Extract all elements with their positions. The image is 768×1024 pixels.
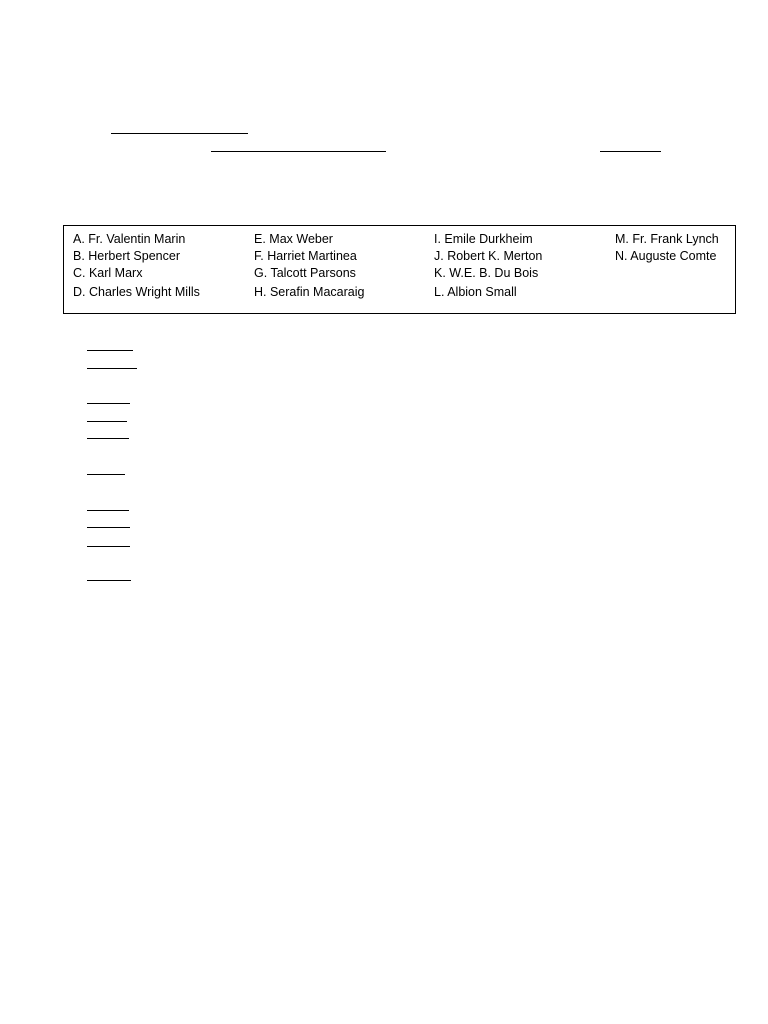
answer-blank-4[interactable] (87, 421, 127, 422)
choice-b: B. Herbert Spencer (73, 249, 180, 263)
answer-blank-2[interactable] (87, 368, 137, 369)
answer-blank-1[interactable] (87, 350, 133, 351)
choice-j: J. Robert K. Merton (434, 249, 543, 263)
choice-h: H. Serafin Macaraig (254, 285, 365, 299)
choice-c: C. Karl Marx (73, 266, 143, 280)
answer-blank-3[interactable] (87, 403, 130, 404)
answer-blank-8[interactable] (87, 527, 130, 528)
choice-d: D. Charles Wright Mills (73, 285, 200, 299)
choice-i: I. Emile Durkheim (434, 232, 533, 246)
choice-m: M. Fr. Frank Lynch (615, 232, 719, 246)
choice-l: L. Albion Small (434, 285, 517, 299)
choice-f: F. Harriet Martinea (254, 249, 357, 263)
name-blank[interactable] (111, 133, 248, 134)
choice-n: N. Auguste Comte (615, 249, 717, 263)
choice-e: E. Max Weber (254, 232, 333, 246)
answer-blank-6[interactable] (87, 474, 125, 475)
choice-a: A. Fr. Valentin Marin (73, 232, 186, 246)
choice-g: G. Talcott Parsons (254, 266, 356, 280)
answer-blank-10[interactable] (87, 580, 131, 581)
score-blank[interactable] (600, 151, 661, 152)
answer-blank-7[interactable] (87, 510, 129, 511)
section-blank[interactable] (211, 151, 386, 152)
answer-blank-9[interactable] (87, 546, 130, 547)
choice-k: K. W.E. B. Du Bois (434, 266, 539, 280)
answer-blank-5[interactable] (87, 438, 129, 439)
choices-box (63, 225, 736, 314)
